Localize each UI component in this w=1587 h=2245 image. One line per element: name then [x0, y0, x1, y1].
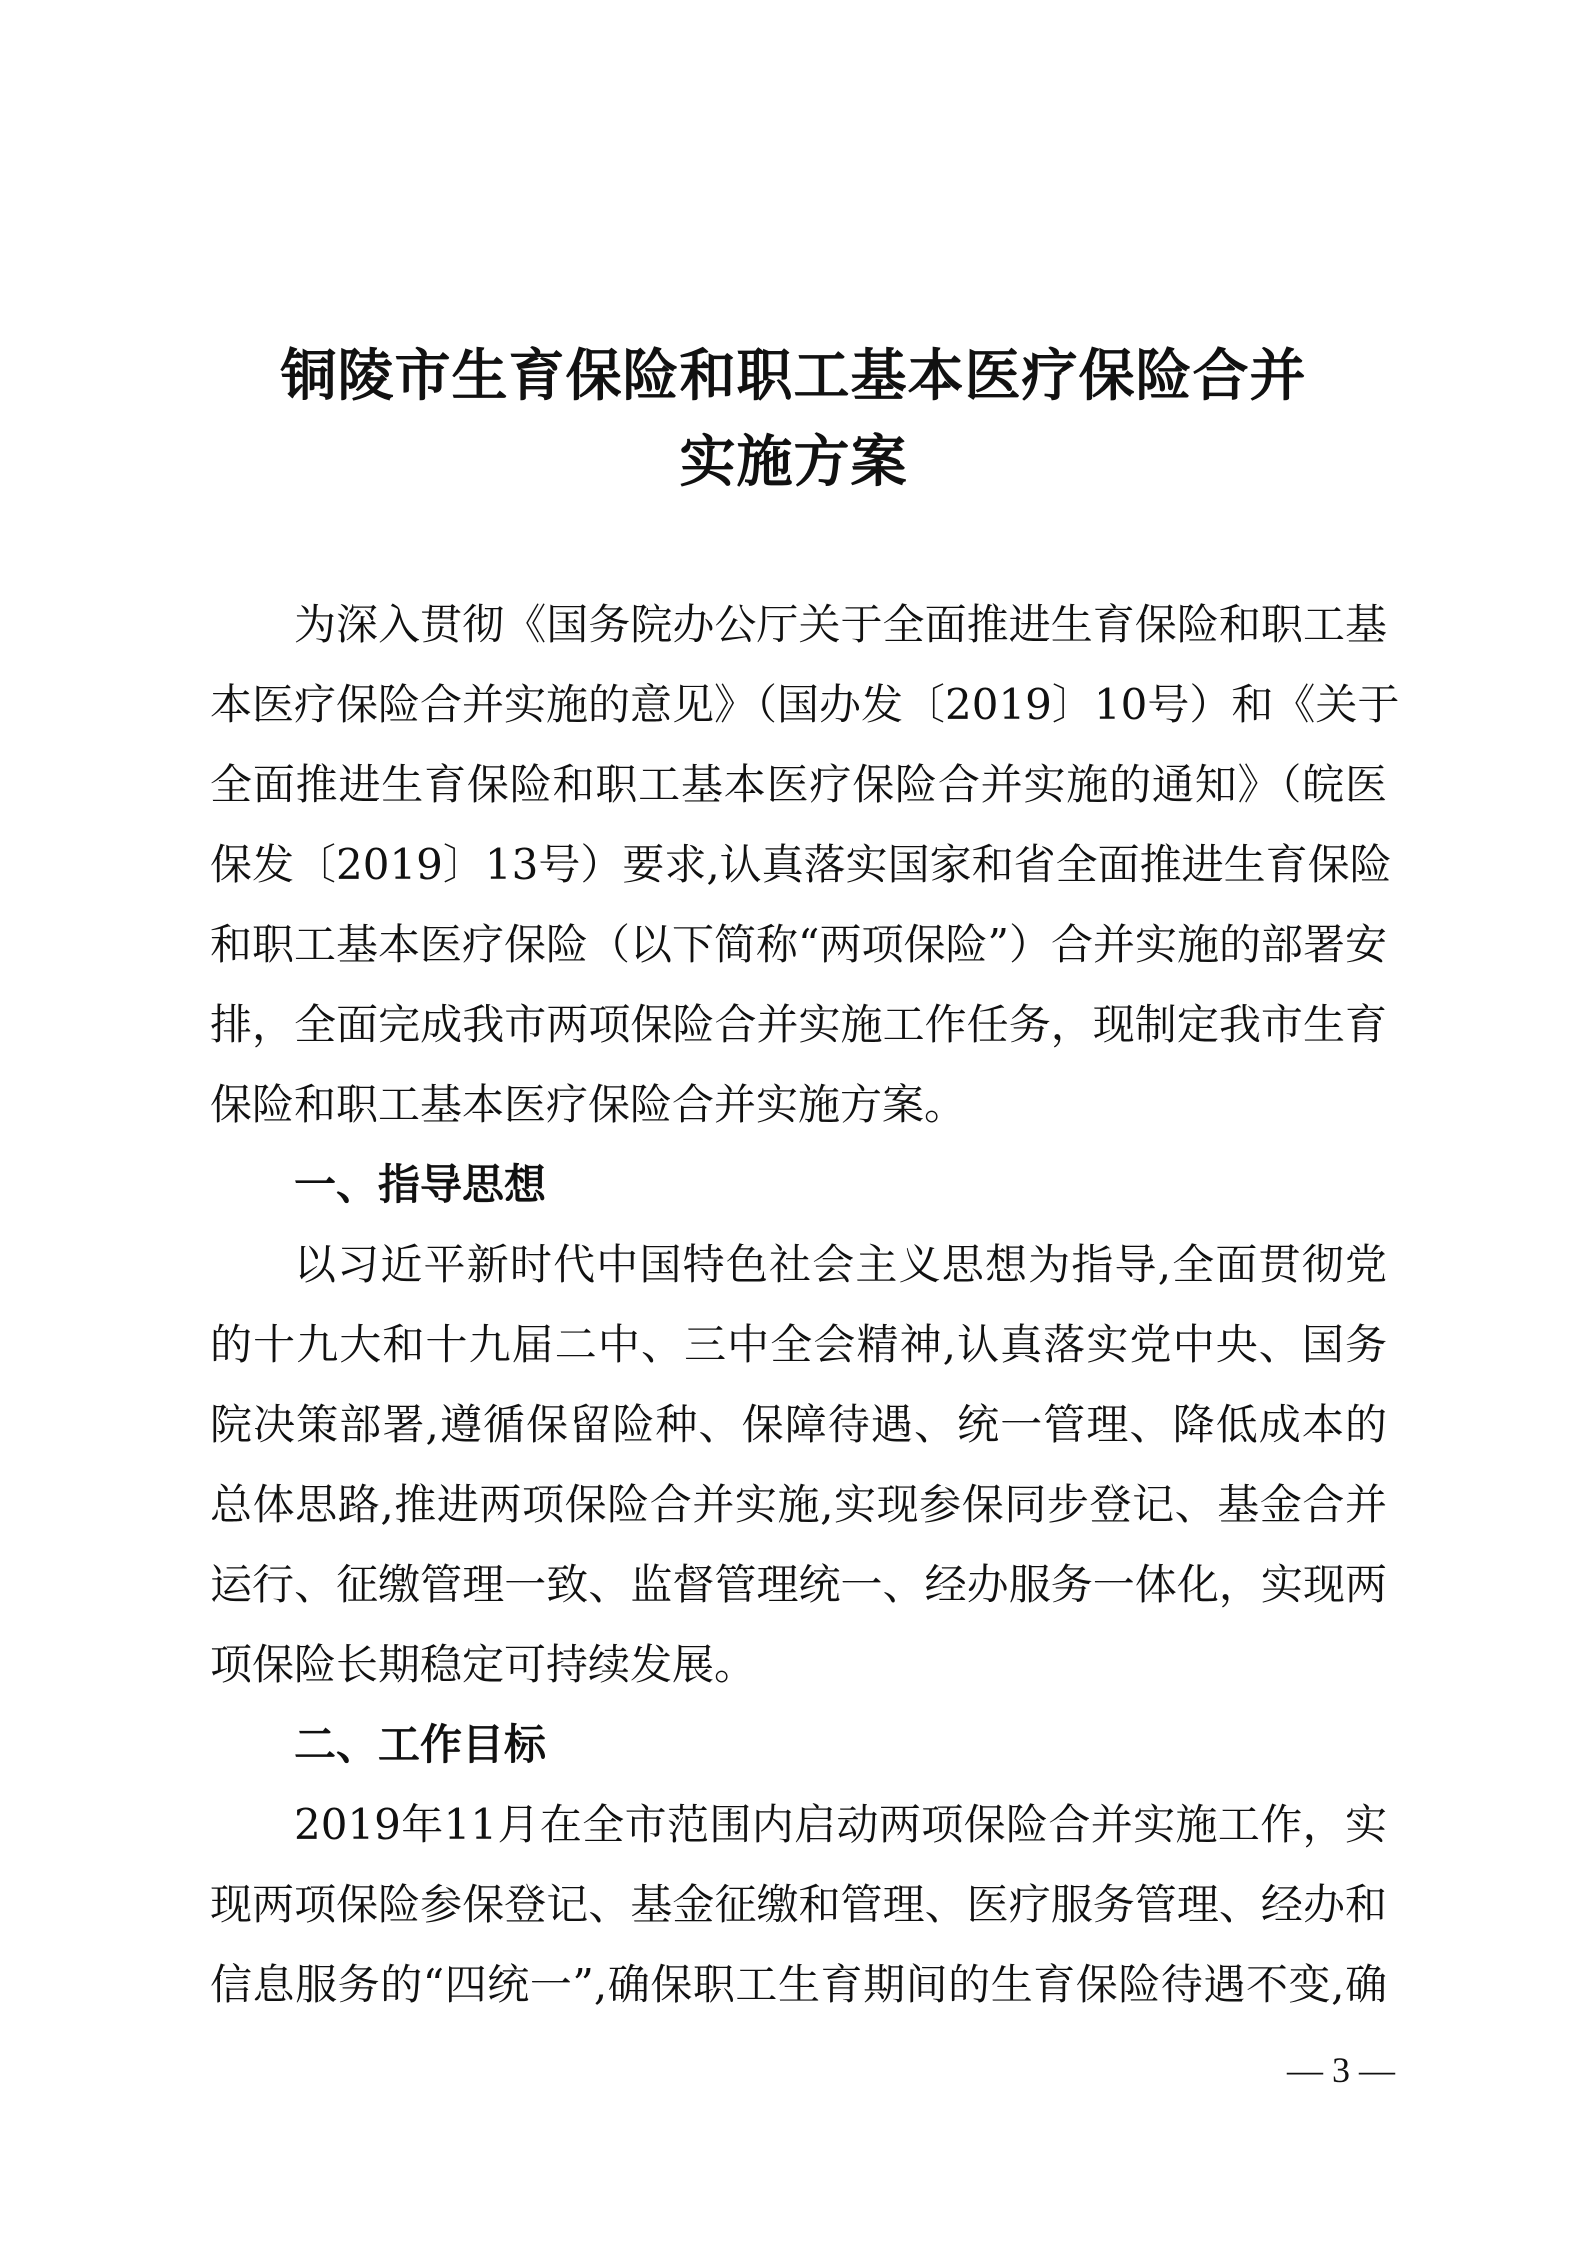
intro-line: 排，全面完成我市两项保险合并实施工作任务，现制定我市生育 [210, 1000, 1387, 1049]
section1-line: 以习近平新时代中国特色社会主义思想为指导,全面贯彻党 [294, 1240, 1387, 1289]
section-heading-work-goals: 二、工作目标 [294, 1720, 547, 1769]
document-title-line-2: 实施方案 [679, 429, 908, 495]
section1-line: 的十九大和十九届二中、三中全会精神,认真落实党中央、国务 [210, 1320, 1387, 1369]
section2-line: 现两项保险参保登记、基金征缴和管理、医疗服务管理、经办和 [210, 1880, 1387, 1929]
section-heading-guiding-ideology: 一、指导思想 [294, 1160, 547, 1209]
section1-line: 院决策部署,遵循保留险种、保障待遇、统一管理、降低成本的 [210, 1400, 1387, 1449]
section2-line: 信息服务的“四统一”,确保职工生育期间的生育保险待遇不变,确 [210, 1960, 1387, 2009]
intro-line: 本医疗保险合并实施的意见》（国办发〔2019〕10号）和《关于 [210, 680, 1400, 729]
section1-line: 总体思路,推进两项保险合并实施,实现参保同步登记、基金合并 [210, 1480, 1387, 1529]
intro-line: 和职工基本医疗保险（以下简称“两项保险”）合并实施的部署安 [210, 920, 1387, 969]
section2-line: 2019年11月在全市范围内启动两项保险合并实施工作，实 [294, 1800, 1387, 1849]
intro-line: 保发〔2019〕13号）要求,认真落实国家和省全面推进生育保险 [210, 840, 1392, 889]
section1-line: 项保险长期稳定可持续发展。 [210, 1640, 757, 1689]
intro-line: 为深入贯彻《国务院办公厅关于全面推进生育保险和职工基 [294, 600, 1387, 649]
page-number: — 3 — [1287, 2050, 1395, 2090]
intro-line: 全面推进生育保险和职工基本医疗保险合并实施的通知》（皖医 [210, 760, 1387, 809]
intro-line: 保险和职工基本医疗保险合并实施方案。 [210, 1080, 967, 1129]
document-title-line-1: 铜陵市生育保险和职工基本医疗保险合并 [280, 343, 1307, 409]
section1-line: 运行、征缴管理一致、监督管理统一、经办服务一体化，实现两 [210, 1560, 1387, 1609]
